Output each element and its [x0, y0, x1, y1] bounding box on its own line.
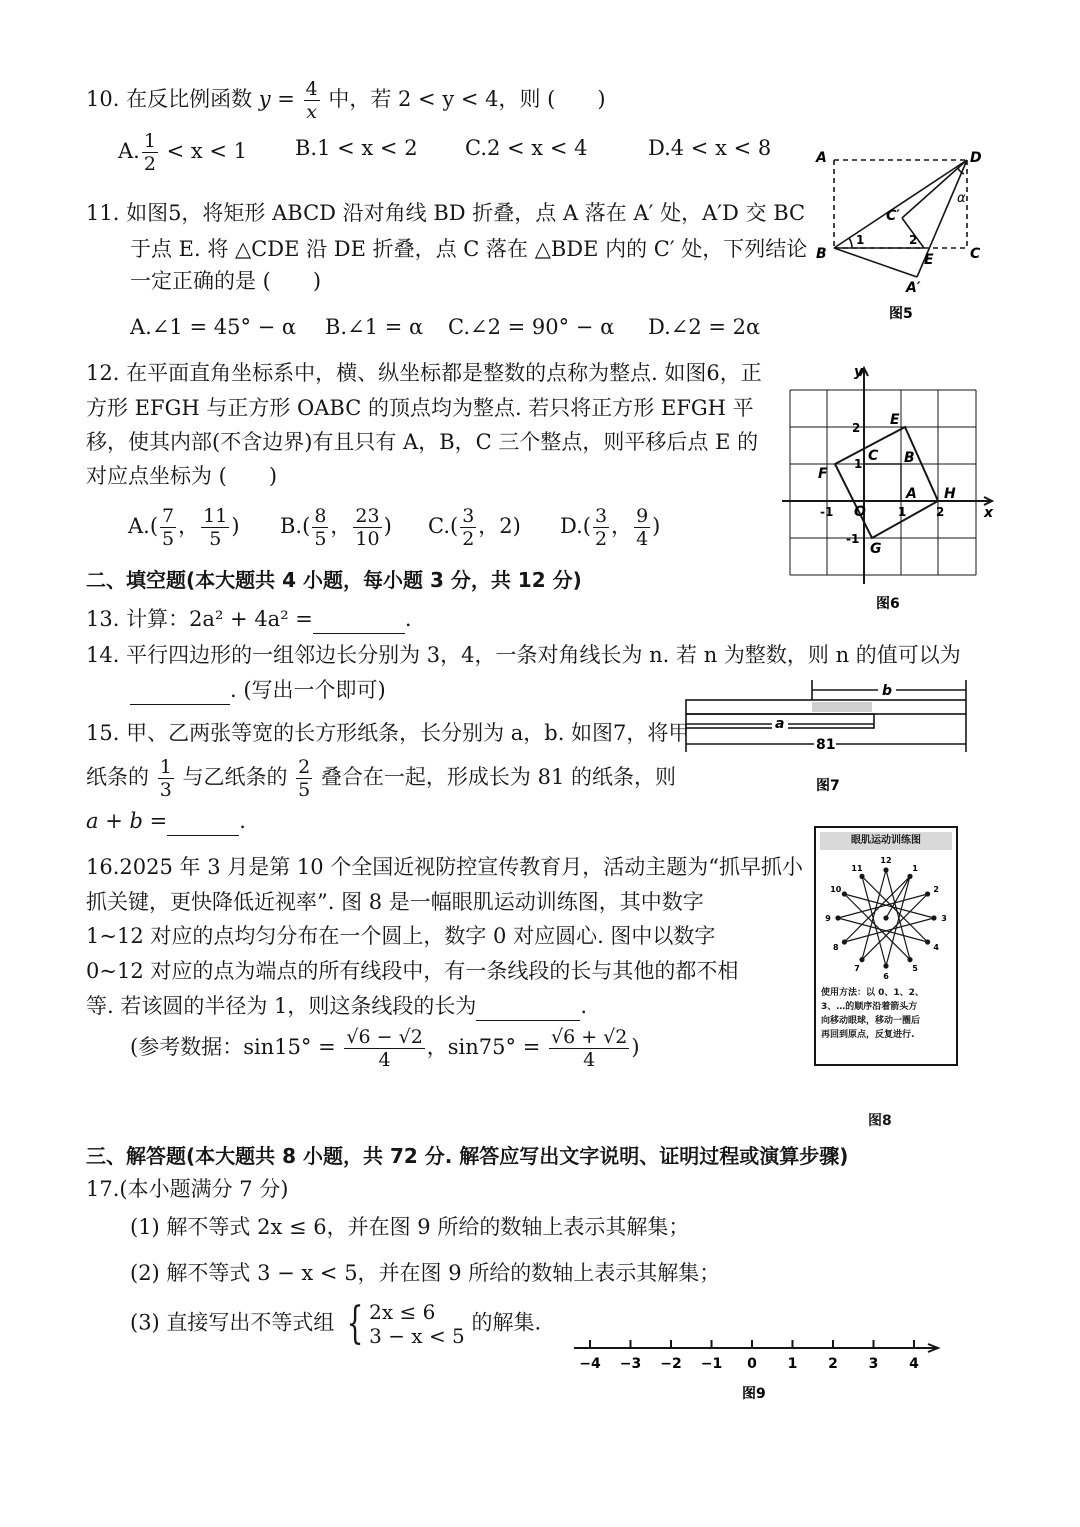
- q12-opt-a-n1: 7: [162, 505, 175, 527]
- fig7-overlap: [812, 702, 872, 712]
- q17-system-brace: {: [346, 1298, 364, 1349]
- fig6-tick-x2: 2: [936, 505, 945, 519]
- figure-8: [814, 826, 958, 1066]
- fig8-center-point: [883, 915, 888, 920]
- q12-opt-b-frac1: [312, 505, 328, 550]
- fig6-label-C: C: [868, 448, 879, 464]
- q10-option-c: C.2 < x < 4: [465, 136, 588, 160]
- q12-opt-a-n2: 11: [203, 505, 228, 527]
- q10-eq: =: [270, 87, 302, 111]
- q15-line-1: 15. 甲、乙两张等宽的长方形纸条，长分别为 a，b. 如图7，将甲: [86, 721, 690, 745]
- q15-frac-2: [296, 756, 312, 801]
- q12-opt-b-d1: 5: [314, 528, 327, 550]
- fig8-point: [883, 867, 888, 872]
- q10-stem: [86, 78, 606, 123]
- fig8-point: [859, 874, 864, 879]
- q15-l2b: 与乙纸条的: [175, 765, 295, 789]
- q10-opt-a-rest: < x < 1: [159, 139, 248, 163]
- q13-text: 13. 计算：2a² + 4a² =: [86, 607, 313, 631]
- fig8-usage: [816, 986, 956, 1042]
- q11-line-2: 于点 E. 将 △CDE 沿 DE 折叠，点 C 落在 △BDE 内的 C′ 处，下列结论: [130, 237, 808, 261]
- fig9-tick-label: 2: [828, 1356, 838, 1372]
- q12-opt-d-frac1: [593, 505, 609, 550]
- q14-line-2-text: . (写出一个即可): [230, 678, 386, 702]
- q11-option-a: A.∠1 = 45° − α: [130, 315, 297, 339]
- q12-opt-d-d1: 2: [594, 528, 608, 550]
- q12-line-4: 对应点坐标为 ( ): [86, 464, 278, 488]
- q11-line-3: 一定正确的是 ( ): [130, 269, 322, 293]
- fig5-diagonal-BD: [834, 160, 967, 248]
- q16-line-5-end: .: [580, 994, 588, 1018]
- fig6-tick-xm1: -1: [820, 505, 834, 519]
- q11-option-d: D.∠2 = 2α: [648, 315, 761, 339]
- q12-opt-b-n1: 8: [314, 505, 327, 527]
- fig8-usage-1: 使用方法：以 0、1、2、: [821, 988, 924, 998]
- fig6-tick-y2: 2: [852, 421, 861, 435]
- fig6-grid: [790, 390, 976, 575]
- q11-option-b: B.∠1 = α: [325, 315, 424, 339]
- fig5-label-alpha: α: [957, 191, 966, 206]
- fig9-tick-label: 1: [787, 1356, 798, 1372]
- q12-opt-b-suffix: ): [383, 514, 392, 538]
- q16-ref-c: ): [631, 1035, 640, 1059]
- fig8-point: [842, 891, 847, 896]
- q17-part-3: [130, 1300, 541, 1348]
- q12-opt-c-prefix: C.(: [428, 514, 459, 538]
- q15-l2c: 叠合在一起，形成长为 81 的纸条，则: [314, 765, 676, 789]
- fig6-tick-y1: 1: [854, 457, 863, 471]
- fig8-point: [907, 874, 912, 879]
- fig7-caption: 图7: [816, 778, 840, 794]
- q16-ref-frac-2: [549, 1026, 629, 1071]
- fig5-label-angle-2: 2: [909, 233, 918, 247]
- fig8-usage-4: 再回到原点，反复进行.: [821, 1030, 915, 1040]
- q12-line-3: 移，使其内部(不含边界)有且只有 A，B，C 三个整点，则平移后点 E 的: [86, 430, 759, 454]
- q10-fraction: [304, 78, 320, 123]
- q16-ref-frac-1: [344, 1026, 424, 1071]
- q12-opt-d-n1: 3: [594, 505, 608, 527]
- fig7-label-b: b: [882, 683, 893, 699]
- fig9-tick-label: −4: [579, 1356, 601, 1372]
- q16-ref-den-2: 4: [583, 1049, 596, 1071]
- q12-opt-c-frac1: [460, 505, 476, 550]
- q12-option-b: [280, 505, 392, 550]
- figure-6: [780, 362, 1000, 612]
- q16-ref-a: (参考数据：sin15° =: [130, 1035, 343, 1059]
- fig8-point-label: 5: [912, 964, 918, 974]
- q12-opt-d-prefix: D.(: [560, 514, 591, 538]
- figure-9: [566, 1336, 950, 1412]
- fig8-usage-3: 向移动眼球，移动一圈后: [821, 1016, 921, 1026]
- fig6-label-x: x: [984, 505, 994, 521]
- q16-line-1: 16.2025 年 3 月是第 10 个全国近视防控宣传教育月，活动主题为“抓早抓小: [86, 855, 804, 879]
- q12-opt-b-sep: ，: [330, 514, 352, 538]
- q13: [86, 604, 412, 634]
- q10-option-a: [118, 130, 247, 175]
- q10-y: y: [258, 87, 271, 111]
- fig5-label-D: D: [970, 150, 982, 166]
- q17-part-3-a: (3) 直接写出不等式组: [130, 1310, 342, 1335]
- fig6-label-A: A: [906, 486, 917, 502]
- fig7-label-81: 81: [816, 737, 836, 753]
- q10-den: x: [306, 101, 317, 123]
- q16-line-4: 0~12 对应的点为端点的所有线段中，有一条线段的长与其他的都不相: [86, 959, 739, 983]
- q16-line-5-text: 等. 若该圆的半径为 1，则这条线段的长为: [86, 994, 477, 1018]
- q11-line-1: 11. 如图5，将矩形 ABCD 沿对角线 BD 折叠，点 A 落在 A′ 处，A′D 交 BC: [86, 201, 806, 225]
- fig9-tick-label: −3: [619, 1356, 642, 1372]
- fig8-point-label: 6: [883, 972, 889, 981]
- fig9-caption: 图9: [742, 1386, 766, 1402]
- fig6-square-OABC: [864, 464, 901, 501]
- q17-system-eq-2: 3 − x < 5: [369, 1324, 465, 1348]
- q17-part-2: (2) 解不等式 3 − x < 5，并在图 9 所给的数轴上表示其解集；: [130, 1261, 721, 1285]
- q17-head: 17.(本小题满分 7 分): [86, 1177, 289, 1201]
- q12-option-a: [128, 505, 240, 550]
- q12-opt-a-d2: 5: [209, 528, 222, 550]
- q10-stem-b: 中，若 2 < y < 4，则 ( ): [321, 87, 606, 111]
- fig5-label-A: A: [816, 150, 827, 166]
- fig6-label-y: y: [854, 364, 864, 380]
- q12-line-1: 12. 在平面直角坐标系中，横、纵坐标都是整数的点称为整点. 如图6，正: [86, 361, 762, 385]
- q15-frac-1: [158, 756, 174, 801]
- q15-n1: 1: [159, 756, 172, 778]
- q10-option-d: D.4 < x < 8: [648, 136, 772, 160]
- fig6-label-E: E: [890, 412, 900, 428]
- q12-option-c: [428, 505, 521, 550]
- fig5-label-C: C: [970, 246, 981, 262]
- q15-line-2: [86, 756, 676, 801]
- fig8-point: [842, 939, 847, 944]
- fig9-tick-label: −2: [660, 1356, 682, 1372]
- fig5-label-C-prime: C′: [886, 208, 900, 224]
- fig8-point: [859, 957, 864, 962]
- fig8-point: [835, 915, 840, 920]
- q12-opt-d-frac2: [634, 505, 650, 550]
- fig5-label-E: E: [924, 252, 934, 268]
- q10-opt-a-num: 1: [143, 130, 156, 152]
- q15-end: .: [239, 809, 246, 833]
- fig6-tick-ym1: -1: [846, 532, 860, 546]
- q15-l2a: 纸条的: [86, 765, 156, 789]
- fig6-label-H: H: [944, 486, 956, 502]
- q12-opt-b-frac2: [353, 505, 381, 550]
- q15-line-3: [86, 806, 246, 836]
- q16-line-2: 抓关键，更快降低近视率”. 图 8 是一幅眼肌运动训练图，其中数字: [86, 890, 704, 914]
- fig8-usage-2: 3、…的顺序沿着箭头方: [821, 1002, 918, 1012]
- fig6-caption: 图6: [876, 596, 900, 612]
- q12-opt-b-prefix: B.(: [280, 514, 311, 538]
- fig8-point-label: 9: [825, 914, 831, 923]
- q10-num: 4: [305, 78, 318, 100]
- fig8-point: [925, 891, 930, 896]
- fig6-label-O: O: [854, 504, 866, 520]
- q17-part-1: (1) 解不等式 2x ≤ 6，并在图 9 所给的数轴上表示其解集；: [130, 1215, 690, 1239]
- q10-opt-a-den: 2: [143, 153, 156, 175]
- q10-stem-a: 10. 在反比例函数: [86, 87, 259, 111]
- q12-opt-a-suffix: ): [231, 514, 240, 538]
- q12-opt-d-sep: ，: [611, 514, 633, 538]
- fig8-point-label: 2: [933, 885, 939, 894]
- fig5-label-B: B: [816, 246, 827, 262]
- fig8-point-label: 12: [880, 856, 892, 865]
- q16-ref-b: ，sin75° =: [426, 1035, 547, 1059]
- fig8-point-label: 4: [933, 943, 939, 952]
- fig8-point: [925, 939, 930, 944]
- q12-opt-d-suffix: ): [652, 514, 661, 538]
- q11-option-c: C.∠2 = 90° − α: [448, 315, 615, 339]
- q12-opt-a-frac2: [201, 505, 229, 550]
- q12-opt-d-d2: 4: [636, 528, 649, 550]
- q10-option-b: B.1 < x < 2: [295, 136, 418, 160]
- q17-system: [369, 1300, 465, 1348]
- q17-part-3-b: 的解集.: [464, 1310, 542, 1335]
- q12-opt-a-sep: ，: [178, 514, 200, 538]
- fig6-tick-x1: 1: [898, 505, 907, 519]
- q16-answer-blank[interactable]: [476, 998, 580, 1021]
- fig8-point-label: 10: [830, 885, 842, 894]
- section-3-title: 三、解答题(本大题共 8 小题，共 72 分. 解答应写出文字说明、证明过程或演算步骤): [86, 1144, 849, 1168]
- fig8-title: 眼肌运动训练图: [820, 832, 952, 850]
- fig9-tick-label: 3: [868, 1356, 879, 1372]
- fig8-point-label: 11: [851, 863, 863, 873]
- q14-line-1: 14. 平行四边形的一组邻边长分别为 3，4，一条对角线长为 n. 若 n 为整数，则 n 的值可以为: [86, 643, 961, 667]
- q13-end: .: [404, 607, 412, 631]
- q12-opt-a-frac1: [160, 505, 176, 550]
- q14-line-2: [130, 675, 386, 705]
- fig5-edge-DC2: [902, 160, 967, 218]
- fig8-point-label: 7: [854, 964, 860, 974]
- fig5-angle-1-arc: [849, 238, 852, 248]
- fig8-point: [931, 915, 936, 920]
- q12-option-d: [560, 505, 660, 550]
- fig5-label-A-prime: A′: [906, 280, 921, 296]
- fig6-label-F: F: [818, 466, 828, 482]
- figure-7: [680, 676, 972, 798]
- fig8-point-label: 3: [941, 914, 947, 923]
- fig8-point-label: 1: [912, 863, 918, 873]
- q13-answer-blank[interactable]: [313, 611, 405, 634]
- q16-reference: [130, 1026, 640, 1071]
- fig5-caption: 图5: [889, 306, 913, 322]
- q16-ref-den-1: 4: [378, 1049, 391, 1071]
- q15-d1: 3: [159, 779, 172, 801]
- fig6-square-EFGH: [835, 427, 938, 538]
- q12-opt-c-rest: ，2): [478, 514, 521, 538]
- q17-system-eq-1: 2x ≤ 6: [369, 1300, 436, 1324]
- fig8-eye-chart: [816, 854, 956, 982]
- q16-line-3: 1~12 对应的点均匀分布在一个圆上，数字 0 对应圆心. 图中以数字: [86, 924, 716, 948]
- fig6-label-G: G: [870, 541, 882, 557]
- q10-opt-a-frac: [142, 130, 158, 175]
- q14-answer-blank[interactable]: [130, 682, 230, 705]
- q15-n2: 2: [298, 756, 311, 778]
- q15-line-3-text: a + b =: [86, 809, 168, 833]
- fig5-edge-BA2: [834, 248, 917, 277]
- figure-5: [812, 140, 992, 330]
- fig9-tick-label: 4: [909, 1356, 919, 1372]
- q12-opt-d-n2: 9: [636, 505, 649, 527]
- q12-opt-a-prefix: A.(: [128, 514, 159, 538]
- q15-answer-blank[interactable]: [167, 813, 239, 836]
- q16-ref-num-1: √6 − √2: [346, 1026, 423, 1048]
- q12-line-2: 方形 EFGH 与正方形 OABC 的顶点均为整点. 若只将正方形 EFGH 平: [86, 396, 754, 420]
- fig9-tick-label: 0: [747, 1356, 757, 1372]
- q10-opt-a-prefix: A.: [118, 139, 140, 163]
- q12-opt-b-d2: 10: [355, 528, 380, 550]
- section-2-title: 二、填空题(本大题共 4 小题，每小题 3 分，共 12 分): [86, 568, 582, 592]
- fig8-point-label: 8: [833, 943, 839, 952]
- fig6-label-B: B: [904, 450, 915, 466]
- q16-line-5: [86, 991, 587, 1021]
- q12-opt-c-d1: 2: [462, 528, 475, 550]
- q12-opt-a-d1: 5: [162, 528, 175, 550]
- q12-opt-c-n1: 3: [462, 505, 475, 527]
- fig8-caption: 图8: [868, 1113, 892, 1129]
- fig9-tick-label: −1: [700, 1356, 723, 1372]
- q16-ref-num-2: √6 + √2: [550, 1026, 628, 1048]
- fig7-label-a: a: [775, 716, 785, 732]
- fig8-point: [883, 963, 888, 968]
- fig8-point: [907, 957, 912, 962]
- q12-opt-b-n2: 23: [355, 505, 380, 527]
- q15-d2: 5: [298, 779, 311, 801]
- fig5-label-angle-1: 1: [856, 233, 865, 247]
